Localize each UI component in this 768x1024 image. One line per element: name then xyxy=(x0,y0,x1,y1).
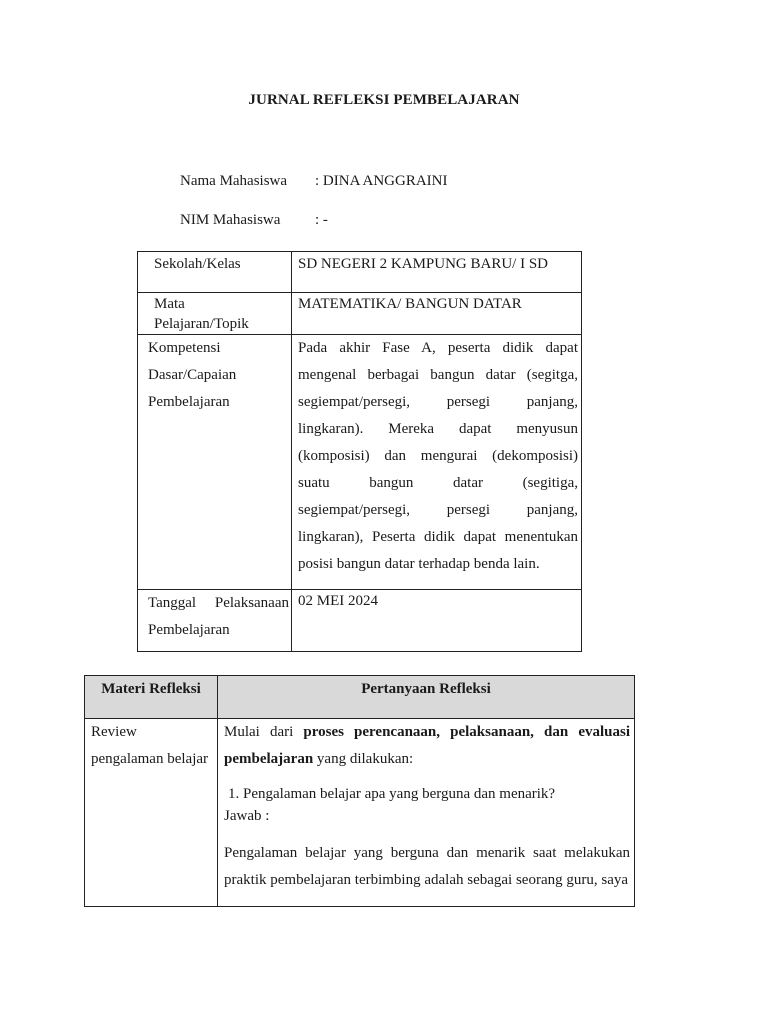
school-label: Sekolah/Kelas xyxy=(154,256,241,272)
student-nim-value: : - xyxy=(315,212,328,228)
student-name-row xyxy=(180,173,448,190)
answer-label: Jawab : xyxy=(224,808,270,824)
table-row xyxy=(138,252,582,293)
row-material: Review pengalaman belajar xyxy=(91,724,209,767)
table-header-row xyxy=(85,676,635,719)
reflection-intro xyxy=(218,719,634,773)
competency-value: Pada akhir Fase A, peserta didik dapat mengenal berbagai bangun datar (segitga, segiempat/persegi, persegi panjang, lingkaran). Mereka dapat menyusun (komposisi) dan mengurai (dekomposisi) suatu bangun datar (segitiga, segiempat/persegi, persegi panjang, lingkaran), Peserta didik dapat menentukan posisi bangun datar terhadap benda lain. xyxy=(298,340,578,572)
intro-bold: proses perencanaan, pelaksanaan, dan evaluasi pembelajaran xyxy=(224,724,630,767)
intro-prefix: Mulai dari xyxy=(224,724,304,740)
student-nim-label: NIM Mahasiswa xyxy=(180,212,281,228)
answer-text: Pengalaman belajar yang berguna dan menarik saat melakukan praktik pembelajaran terbimbing adalah sebagai seorang guru, saya xyxy=(224,845,630,888)
header-question: Pertanyaan Refleksi xyxy=(218,676,635,719)
identity-table xyxy=(137,251,582,652)
subject-value: MATEMATIKA/ BANGUN DATAR xyxy=(298,296,522,312)
question-number: 1. xyxy=(228,786,240,802)
reflection-question xyxy=(218,784,634,804)
date-value: 02 MEI 2024 xyxy=(298,593,378,609)
table-row xyxy=(138,335,582,590)
student-name-value: : DINA ANGGRAINI xyxy=(315,173,448,189)
school-value: SD NEGERI 2 KAMPUNG BARU/ I SD xyxy=(298,256,549,272)
intro-suffix: yang dilakukan: xyxy=(313,751,414,767)
page-title: JURNAL REFLEKSI PEMBELAJARAN xyxy=(248,92,520,108)
table-row xyxy=(138,590,582,652)
student-name-label: Nama Mahasiswa xyxy=(180,173,288,189)
reflection-table xyxy=(84,675,635,907)
header-material: Materi Refleksi xyxy=(85,676,218,719)
table-row xyxy=(138,293,582,335)
student-nim-row xyxy=(180,212,328,229)
date-label: Tanggal Pelaksanaan Pembelajaran xyxy=(148,595,289,638)
table-row xyxy=(85,719,635,907)
question-text: Pengalaman belajar apa yang berguna dan menarik? xyxy=(243,786,556,802)
subject-label: Mata Pelajaran/Topik xyxy=(154,296,249,332)
competency-label: Kompetensi Dasar/Capaian Pembelajaran xyxy=(148,340,237,410)
